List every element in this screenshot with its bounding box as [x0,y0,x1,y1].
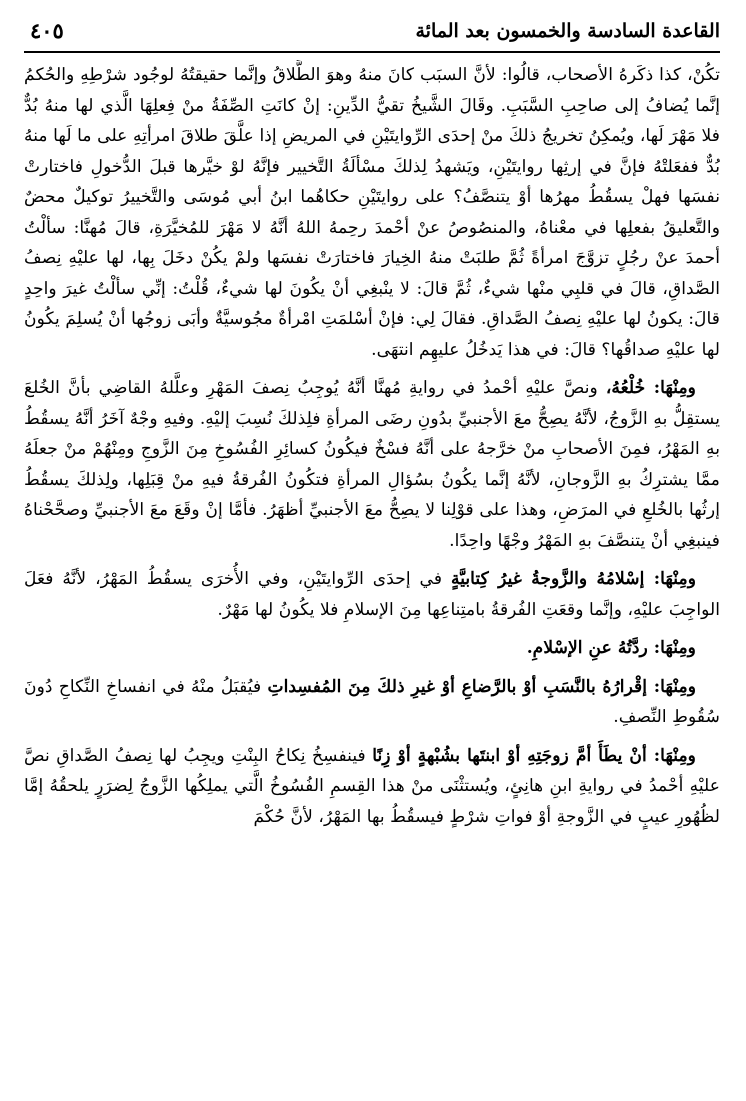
page-number: ٤٠٥ [30,18,64,43]
paragraph [24,373,720,556]
paragraph-lead: ومِنْهَا: خُلْعُهُ، [605,378,696,398]
paragraph-text: فيُقبَلُ منْهُ في انفساخِ النِّكاحِ دُونَ سُقُوطِ النِّصفِ. [24,676,720,727]
paragraph [24,672,720,733]
paragraph [24,564,720,625]
running-title: القاعدة السادسة والخمسون بعد المائة [415,20,720,42]
paragraph-text: ونصَّ عليْهِ أحْمدُ في روايةِ مُهنَّا أنَّهُ يُوجِبُ نِصفَ المَهْرِ وعلَّلهُ القاضِي بأنَّ الخُلعَ يستقِلُّ بهِ الزَّوجُ، لأنَّهُ يصِحُّ معَ الأجنبيِّ بدُونِ رضَى المرأةِ فلِذلكَ نُسِبَ إليْهِ. وفيهِ وجْهٌ آخَرُ أنَّهُ يسقُطُ بهِ المَهْرُ، فمِنَ الأصحابِ منْ خرَّجهُ على أنَّهُ فسْخٌ فيكُونُ كسائِرِ الفُسُوخِ مِنَ الزَّوجِ ومِنْهُمْ منْ جعلَهُ ممَّا يشترِكُ بهِ الزَّوجانِ، لأنَّهُ إنَّما يكُونُ بسُؤالِ المرأةِ فتكُونُ الفُرقةُ فيهِ منْ قِبَلِها، ولِذلكَ يسقُطُ إرثُها بالخُلعِ في المرَضِ، وهذا على قوْلِنا لا يصِحُّ معَ الأجنبيِّ أظهَرُ. فأمَّا إنْ وقَعَ معَ الأجنبيِّ وصحَّحْناهُ فينبغِي أنْ يتنصَّفَ بهِ المَهْرُ وجْهًا واحِدًا. [24,378,720,551]
body-text [24,60,720,1090]
paragraph [24,741,720,833]
paragraph-text: تكُنْ، كذا ذكَرهُ الأصحاب، قالُوا: لأنَّ السبَب كانَ منهُ وهوَ الطَّلاقُ وإنَّما حقيقتُهُ لوجُود شرْطِهِ والحُكمُ إنَّما يُضافُ إلى صاحِبِ السَّبَبِ. وقَالَ الشَّيخُ تقيُّ الدِّينِ: إنْ كانَتِ الصِّفَةُ منْ فِعلِهَا الَّذي لها منهُ بُدٌّ فلا مَهْرَ لَها، ويُمكِنُ تخريجُ ذلكَ منْ إحدَى الرِّوايتَيْنِ في المريضِ إذا علَّقَ طلاقَ امرأتِهِ على ما لَها منهُ بُدٌّ ففعَلتْهُ فإنَّ في إرثِها روايتَيْنِ، ويَشهدُ لِذلكَ مسْألَةُ التَّخيير فإنَّهُ لوْ خيَّرها قبلَ الدُّخولِ فاختارتْ نفسَها فهلْ يسقُطُ مهرُها أوْ يتنصَّفُ؟ على روايتَيْنِ حكاهُما ابنُ أبي مُوسَى والتَّخييرُ توكيلٌ محضٌ والتَّعليقُ بفعلِها في معْناهُ، والمنصُوصُ عنْ أحْمدَ رحِمهُ اللهُ أنَّهُ لا مَهْرَ للمُخيَّرَةِ، قالَ مُهنَّا: سألْتُ أحمدَ عنْ رجُلٍ تزوَّجَ امرأةً ثُمَّ طلبَتْ منهُ الخِيارَ فاختارَتْ نفسَها ولمْ يكُنْ دخَلَ بِها، لها عليْهِ نِصفُ الصَّداقِ، قالَ في قلبِي منْها شيءٌ، ثُمَّ قالَ: لا ينْبغِي أنْ يكُونَ لها شيءٌ، قُلْتُ: إنِّي سألْتُ غيرَ واحِدٍ قالَ: يكونُ لها عليْهِ نِصفُ الصَّداقِ. فقالَ لِي: فإنْ أسْلمَتِ امْرأةٌ مجُوسيَّةٌ وأبَى زوجُها أنْ يُسلِمَ يكُونُ لها عليْهِ صداقُها؟ قالَ: في هذا يَدخُلُ عليهِم انتهَى. [24,65,720,360]
page-header [24,14,720,48]
paragraph-text: في إحدَى الرِّوايتَيْنِ، وفي الأُخرَى يسقُطُ المَهْرُ، لأنَّهُ فعَلَ الواجِبَ عليْهِ، وإنَّما وقعَتِ الفُرقةُ بامتِناعِها مِنَ الإسلامِ فلا يكُونُ لها مَهْرٌ. [24,569,720,620]
paragraph-lead: ومِنْهَا: ردَّتُهُ عنِ الإسْلامِ. [526,638,696,658]
paragraph [24,60,720,365]
paragraph-lead: ومِنْهَا: إقْرارُهُ بالنَّسَبِ أوْ بالرَّضاعِ أوْ غيرِ ذلكَ مِنَ المُفسِداتِ [267,676,697,697]
header-rule [24,51,720,53]
paragraph [24,633,720,664]
paragraph-lead: ومِنْهَا: أنْ يطَأَ أمَّ زوجَتِهِ أوْ ابنتَها بشُبْهةٍ أوْ زِنًا [372,745,696,766]
paragraph-text: فينفسِخُ نِكاحُ البِنْتِ ويجِبُ لها نِصفُ الصَّداقِ نصَّ عليْهِ أحْمدُ في روايةِ ابنِ هانِئٍ، ويُستثْنَى منْ هذا القِسمِ الفُسُوخُ الَّتي يملِكُها الزَّوجُ لِضرَرٍ يلحقُهُ إمَّا لظُهُورِ عيبٍ في الزَّوجةِ أوْ فواتِ شرْطٍ فيسقُطُ بها المَهْرُ، لأنَّ حُكْمَ [24,745,720,827]
paragraph-lead: ومِنْهَا: إسْلامُهُ والزَّوجةُ غيرُ كِتابيَّةٍ [450,569,696,589]
